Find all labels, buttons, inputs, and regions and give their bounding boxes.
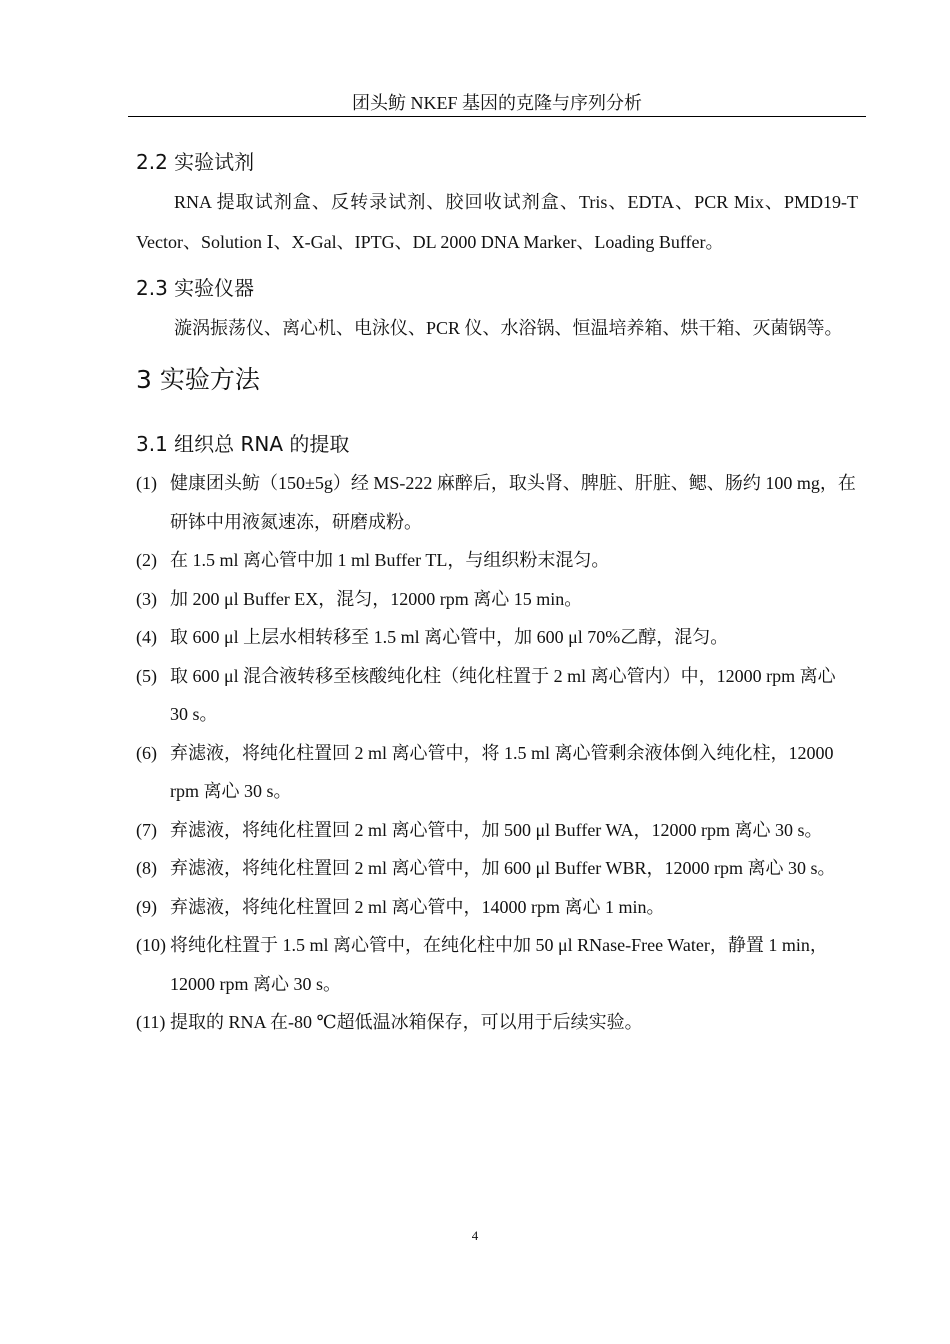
step-text: 取 600 μl 上层水相转移至 1.5 ml 离心管中，加 600 μl 70%乙醇，混匀。 bbox=[170, 627, 729, 647]
list-item bbox=[136, 734, 858, 811]
section-2-2-paragraph: RNA 提取试剂盒、反转录试剂、胶回收试剂盒、Tris、EDTA、PCR Mix、PMD19-T Vector、Solution Ⅰ、X-Gal、IPTG、DL 2000 DNA Marker、Loading Buffer。 bbox=[136, 192, 858, 252]
list-item bbox=[136, 811, 858, 850]
list-item bbox=[136, 541, 858, 580]
section-2-2-heading: 2.2 实验试剂 bbox=[136, 150, 255, 174]
step-number: (4) bbox=[136, 627, 157, 647]
list-item bbox=[136, 926, 858, 1003]
page-number: 4 bbox=[471, 1228, 479, 1243]
list-item bbox=[136, 1003, 858, 1042]
list-item bbox=[136, 618, 858, 657]
step-number: (6) bbox=[136, 742, 157, 763]
step-number: (8) bbox=[136, 858, 157, 878]
step-number: (11) bbox=[136, 1012, 166, 1032]
list-item bbox=[136, 657, 858, 734]
procedure-steps bbox=[136, 464, 858, 1042]
step-number: (3) bbox=[136, 588, 157, 609]
step-text: 在 1.5 ml 离心管中加 1 ml Buffer TL，与组织粉末混匀。 bbox=[170, 550, 610, 570]
step-number: (1) bbox=[136, 473, 157, 493]
section-2-3-heading: 2.3 实验仪器 bbox=[136, 276, 255, 300]
list-item bbox=[136, 464, 858, 541]
step-number: (5) bbox=[136, 665, 157, 686]
step-text: 健康团头鲂（150±5g）经 MS-222 麻醉后，取头肾、脾脏、肝脏、鳃、肠约 100 mg，在研钵中用液氮速冻，研磨成粉。 bbox=[170, 473, 856, 532]
step-text: 将纯化柱置于 1.5 ml 离心管中，在纯化柱中加 50 μl RNase-Free Water，静置 1 min，12000 rpm 离心 30 s。 bbox=[170, 935, 828, 994]
list-item bbox=[136, 849, 858, 888]
section-3-heading: 3 实验方法 bbox=[136, 365, 260, 394]
list-item bbox=[136, 580, 858, 619]
step-number: (7) bbox=[136, 819, 157, 840]
step-number: (9) bbox=[136, 896, 157, 917]
step-number: (2) bbox=[136, 550, 157, 570]
step-text: 弃滤液，将纯化柱置回 2 ml 离心管中，加 600 μl Buffer WBR，12000 rpm 离心 30 s。 bbox=[170, 858, 836, 878]
header-rule bbox=[128, 116, 866, 117]
list-item bbox=[136, 888, 858, 927]
running-header: 团头鲂 NKEF 基因的克隆与序列分析 bbox=[351, 93, 642, 113]
section-2-3-paragraph: 漩涡振荡仪、离心机、电泳仪、PCR 仪、水浴锅、恒温培养箱、烘干箱、灭菌锅等。 bbox=[174, 318, 843, 338]
step-number: (10) bbox=[136, 935, 166, 955]
section-3-1-heading: 3.1 组织总 RNA 的提取 bbox=[136, 432, 350, 456]
page-body bbox=[136, 142, 858, 1042]
step-text: 弃滤液，将纯化柱置回 2 ml 离心管中，将 1.5 ml 离心管剩余液体倒入纯化柱，12000 rpm 离心 30 s。 bbox=[170, 742, 834, 801]
step-text: 弃滤液，将纯化柱置回 2 ml 离心管中，加 500 μl Buffer WA，12000 rpm 离心 30 s。 bbox=[170, 819, 823, 840]
step-text: 提取的 RNA 在-80 ℃超低温冰箱保存，可以用于后续实验。 bbox=[170, 1012, 643, 1032]
step-text: 取 600 μl 混合液转移至核酸纯化柱（纯化柱置于 2 ml 离心管内）中，12000 rpm 离心 30 s。 bbox=[170, 665, 836, 724]
step-text: 加 200 μl Buffer EX，混匀，12000 rpm 离心 15 min。 bbox=[170, 588, 583, 609]
step-text: 弃滤液，将纯化柱置回 2 ml 离心管中，14000 rpm 离心 1 min。 bbox=[170, 896, 665, 917]
